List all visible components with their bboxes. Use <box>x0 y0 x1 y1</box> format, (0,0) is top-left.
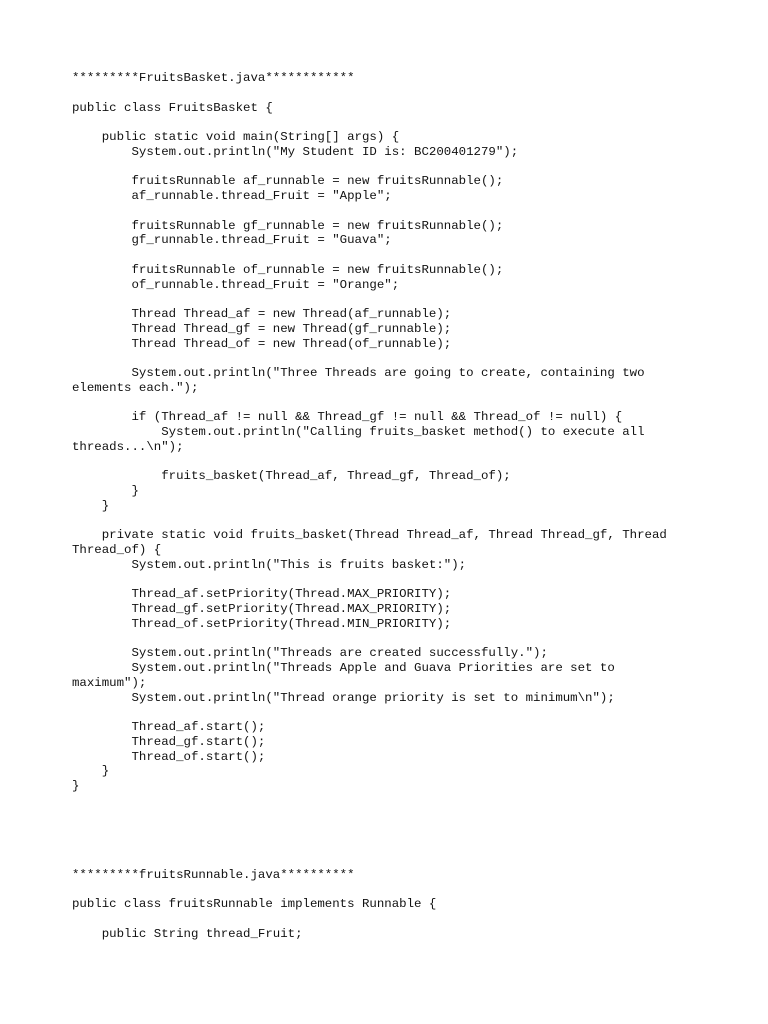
code-line: Thread Thread_gf = new Thread(gf_runnable); <box>72 321 452 336</box>
code-line: System.out.println("Threads are created successfully."); <box>72 646 548 661</box>
code-line: } <box>72 779 80 793</box>
code-line: private static void fruits_basket(Thread Thread_af, Thread Thread_gf, Thread <box>72 528 667 543</box>
blank-line <box>72 86 712 101</box>
code-line: System.out.println("Calling fruits_basket method() to execute all <box>72 425 645 439</box>
code-line: threads...\n"); <box>72 439 184 454</box>
blank-line <box>72 882 712 897</box>
blank-line <box>72 248 712 263</box>
blank-line <box>72 351 712 366</box>
blank-line <box>72 853 712 868</box>
blank-line <box>72 794 712 809</box>
code-line: } <box>72 484 139 498</box>
code-line: Thread_of.setPriority(Thread.MIN_PRIORITY); <box>72 616 452 631</box>
code-line: } <box>72 498 110 513</box>
code-line: if (Thread_af != null && Thread_gf != null && Thread_of != null) { <box>72 410 623 425</box>
code-line: *********FruitsBasket.java************ <box>72 71 355 85</box>
blank-line <box>72 204 712 219</box>
code-line: fruitsRunnable gf_runnable = new fruitsRunnable(); <box>72 218 504 233</box>
code-line: *********fruitsRunnable.java********** <box>72 867 355 882</box>
code-line: elements each."); <box>72 380 199 395</box>
code-line: public static void main(String[] args) { <box>72 130 400 144</box>
blank-line <box>72 573 712 588</box>
code-line: System.out.println("Threads Apple and Guava Priorities are set to <box>72 661 615 675</box>
code-line: Thread_gf.setPriority(Thread.MAX_PRIORITY); <box>72 602 452 616</box>
blank-line <box>72 809 712 824</box>
code-line: Thread_gf.start(); <box>72 734 266 749</box>
blank-line <box>72 632 712 647</box>
blank-line <box>72 823 712 838</box>
code-line: Thread_of) { <box>72 543 162 557</box>
code-line: System.out.println("Three Threads are going to create, containing two <box>72 366 645 380</box>
code-line: gf_runnable.thread_Fruit = "Guava"; <box>72 233 392 248</box>
code-listing <box>72 71 712 941</box>
code-line: public String thread_Fruit; <box>72 926 303 941</box>
code-line: Thread_of.start(); <box>72 749 266 764</box>
blank-line <box>72 705 712 720</box>
code-line: public class FruitsBasket { <box>72 100 273 115</box>
code-line: System.out.println("This is fruits basket:"); <box>72 557 467 572</box>
code-line: fruits_basket(Thread_af, Thread_gf, Thread_of); <box>72 469 511 484</box>
blank-line <box>72 912 712 927</box>
blank-line <box>72 455 712 470</box>
blank-line <box>72 292 712 307</box>
code-line: public class fruitsRunnable implements Runnable { <box>72 897 437 911</box>
code-line: fruitsRunnable of_runnable = new fruitsRunnable(); <box>72 262 504 277</box>
blank-line <box>72 160 712 175</box>
code-line: Thread Thread_af = new Thread(af_runnable); <box>72 307 452 321</box>
blank-line <box>72 396 712 411</box>
code-line: maximum"); <box>72 675 147 690</box>
code-line: System.out.println("Thread orange priority is set to minimum\n"); <box>72 690 615 705</box>
code-line: of_runnable.thread_Fruit = "Orange"; <box>72 277 400 292</box>
code-line: fruitsRunnable af_runnable = new fruitsRunnable(); <box>72 174 504 189</box>
code-line: Thread_af.start(); <box>72 720 266 734</box>
code-line: Thread_af.setPriority(Thread.MAX_PRIORITY); <box>72 587 452 602</box>
code-line: Thread Thread_of = new Thread(of_runnable); <box>72 336 452 351</box>
blank-line <box>72 514 712 529</box>
code-line: System.out.println("My Student ID is: BC200401279"); <box>72 144 519 159</box>
code-line: } <box>72 764 110 779</box>
blank-line <box>72 115 712 130</box>
blank-line <box>72 838 712 853</box>
code-line: af_runnable.thread_Fruit = "Apple"; <box>72 189 392 203</box>
